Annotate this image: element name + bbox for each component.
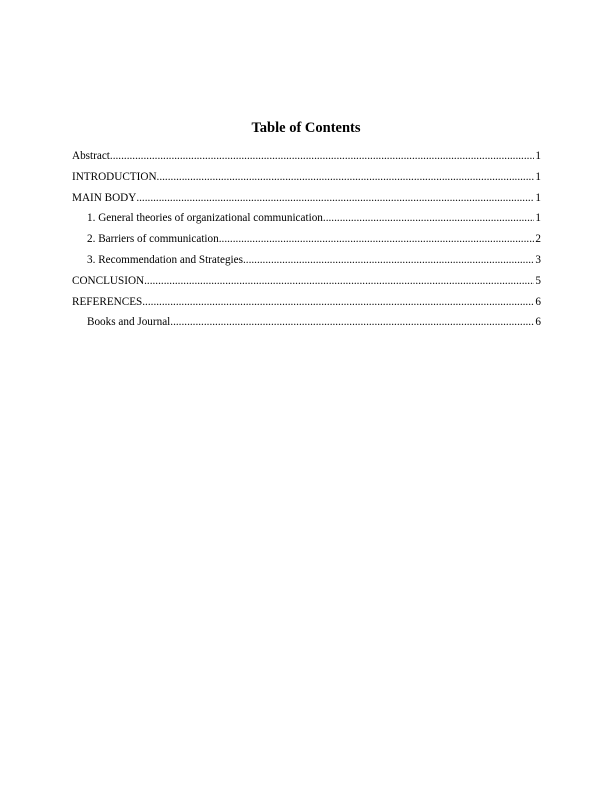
toc-entry-page-number: 5 xyxy=(535,274,541,287)
dot-leader xyxy=(110,149,535,163)
toc-entry-introduction[interactable] xyxy=(72,170,541,191)
toc-entry-label: Abstract xyxy=(72,150,110,162)
toc-entry-label: 3. Recommendation and Strategies xyxy=(87,253,243,266)
toc-entry-page-number: 6 xyxy=(535,316,541,329)
toc-entry-label: Books and Journal xyxy=(87,316,171,329)
toc-entry-abstract[interactable] xyxy=(72,149,541,170)
toc-entry-page-number: 6 xyxy=(535,295,541,308)
toc-entry-page-number: 3 xyxy=(535,253,541,266)
toc-entry-label: REFERENCES xyxy=(72,295,143,308)
toc-entry-general-theories[interactable] xyxy=(72,211,541,232)
dot-leader xyxy=(243,253,534,267)
dot-leader xyxy=(157,170,535,184)
toc-entry-label: MAIN BODY xyxy=(72,191,137,204)
toc-entry-page-number: 1 xyxy=(535,191,541,204)
toc-entry-main-body[interactable] xyxy=(72,191,541,212)
toc-entry-label: 2. Barriers of communication xyxy=(87,233,219,246)
dot-leader xyxy=(144,274,534,288)
toc-entry-books-and-journal[interactable] xyxy=(72,315,541,336)
toc-entry-conclusion[interactable] xyxy=(72,274,541,295)
toc-entry-barriers[interactable] xyxy=(72,232,541,253)
toc-entry-label: INTRODUCTION xyxy=(72,170,157,183)
toc-entry-references[interactable] xyxy=(72,295,541,316)
toc-entry-label: CONCLUSION xyxy=(72,274,145,287)
toc-title: Table of Contents xyxy=(251,120,361,136)
dot-leader xyxy=(219,232,535,246)
toc-entry-page-number: 1 xyxy=(535,212,541,225)
toc-entry-label: 1. General theories of organizational communication xyxy=(87,212,323,225)
table-of-contents xyxy=(72,149,541,336)
toc-entry-recommendation[interactable] xyxy=(72,253,541,274)
dot-leader xyxy=(142,295,534,309)
dot-leader xyxy=(170,315,534,329)
dot-leader xyxy=(136,191,534,205)
toc-entry-page-number: 1 xyxy=(535,150,541,162)
toc-entry-page-number: 1 xyxy=(535,170,541,183)
toc-entry-page-number: 2 xyxy=(535,233,541,246)
dot-leader xyxy=(323,211,535,225)
